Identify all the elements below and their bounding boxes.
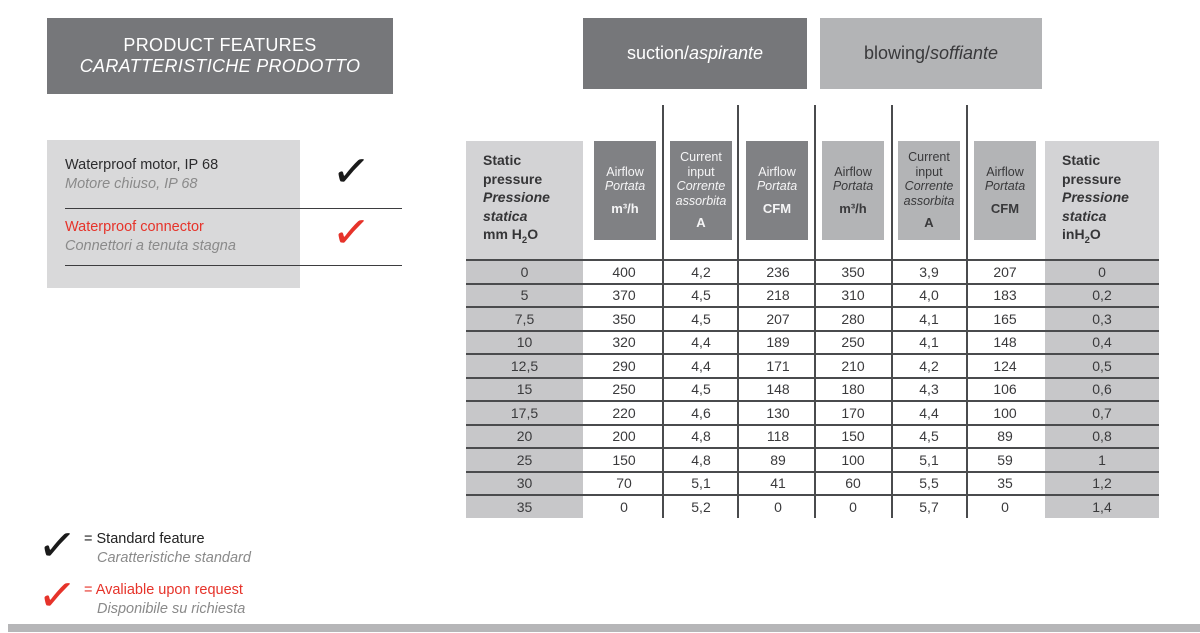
- unit-cfm: CFM: [762, 200, 792, 216]
- cell-static-pressure-in: 1: [1045, 449, 1159, 471]
- cell-airflow-cfm-suction: 41: [770, 475, 786, 492]
- cell-airflow-m3h-blowing: 310: [841, 287, 865, 304]
- cell-current-a-suction: 4,4: [691, 334, 711, 351]
- cell-current-a-suction: 4,5: [691, 310, 711, 327]
- cell-current-a-blowing: 4,2: [919, 357, 939, 374]
- cell-airflow-m3h-suction: 70: [616, 475, 632, 492]
- static-label-4: statica: [1062, 207, 1107, 224]
- column-header-airflow-m3h-suction: [594, 141, 656, 240]
- legend-standard-check-icon: ✓: [35, 517, 80, 573]
- cell-airflow-m3h-suction: 220: [612, 404, 636, 421]
- cell-airflow-m3h-suction: 0: [620, 498, 628, 515]
- cell-current-a-suction: 4,8: [691, 428, 711, 445]
- cell-airflow-cfm-blowing: 0: [1001, 498, 1009, 515]
- cell-static-pressure-in: 1,2: [1045, 473, 1159, 495]
- table-row: [466, 283, 1159, 307]
- feature-divider: [65, 265, 402, 266]
- unit-sub: 2: [521, 234, 528, 246]
- portata-label: Portata: [604, 179, 646, 194]
- cell-static-pressure-mm: 12,5: [466, 355, 583, 377]
- cell-current-a-suction: 4,4: [691, 357, 711, 374]
- cell-airflow-m3h-blowing: 280: [841, 310, 865, 327]
- unit-post: O: [527, 226, 539, 242]
- suction-label-it: aspirante: [689, 43, 764, 63]
- corrente-assorbita-label: Corrente assorbita: [675, 179, 727, 208]
- cell-current-a-blowing: 4,4: [919, 404, 939, 421]
- group-header-blowing: [820, 18, 1042, 89]
- legend-request-check-icon: ✓: [35, 567, 80, 623]
- table-row: [466, 400, 1159, 424]
- table-row: [466, 447, 1159, 471]
- table-row: [466, 494, 1159, 518]
- cell-airflow-cfm-suction: 89: [770, 451, 786, 468]
- legend-request-label-it: Disponibile su richiesta: [97, 601, 246, 617]
- cell-airflow-m3h-blowing: 210: [841, 357, 865, 374]
- unit-sub: 2: [1084, 234, 1090, 246]
- suction-label-en: suction: [626, 43, 684, 63]
- airflow-label: Airflow: [834, 164, 872, 179]
- feature-item-2-label-en: Waterproof connector: [65, 219, 204, 235]
- airflow-label: Airflow: [986, 164, 1024, 179]
- cell-static-pressure-mm: 10: [466, 332, 583, 354]
- cell-airflow-m3h-suction: 400: [612, 263, 636, 280]
- group-header-suction: [583, 18, 807, 89]
- cell-airflow-cfm-blowing: 207: [993, 263, 1017, 280]
- static-label-3: Pressione: [483, 189, 550, 205]
- corrente-assorbita-label: Corrente assorbita: [903, 179, 955, 208]
- cell-airflow-m3h-suction: 320: [612, 334, 636, 351]
- cell-static-pressure-in: 0,8: [1045, 426, 1159, 448]
- legend-standard-label-en: = Standard feature: [84, 531, 205, 547]
- feature-item-1-label-en: Waterproof motor, IP 68: [65, 157, 219, 173]
- cell-static-pressure-in: 0,5: [1045, 355, 1159, 377]
- column-header-static-pressure-in: [1045, 141, 1159, 259]
- table-row: [466, 353, 1159, 377]
- cell-current-a-blowing: 4,1: [919, 310, 939, 327]
- cell-airflow-cfm-blowing: 183: [993, 287, 1017, 304]
- table-row: [466, 259, 1159, 283]
- cell-current-a-suction: 4,6: [691, 404, 711, 421]
- portata-label: Portata: [756, 179, 798, 194]
- cell-current-a-blowing: 4,0: [919, 287, 939, 304]
- cell-static-pressure-mm: 17,5: [466, 402, 583, 424]
- cell-airflow-cfm-suction: 0: [774, 498, 782, 515]
- cell-airflow-m3h-blowing: 0: [849, 498, 857, 515]
- column-header-static-pressure-mm: [466, 141, 583, 259]
- cell-static-pressure-in: 0,2: [1045, 285, 1159, 307]
- cell-static-pressure-in: 0,7: [1045, 402, 1159, 424]
- static-label-2: pressure: [1062, 170, 1122, 187]
- cell-airflow-cfm-suction: 236: [766, 263, 790, 280]
- unit-pre: inH: [1062, 226, 1085, 242]
- blowing-label-en: blowing: [863, 43, 925, 63]
- table-row: [466, 471, 1159, 495]
- cell-current-a-suction: 4,5: [691, 287, 711, 304]
- cell-airflow-cfm-suction: 218: [766, 287, 790, 304]
- cell-static-pressure-in: 0,4: [1045, 332, 1159, 354]
- legend-request-label-en: = Avaliable upon request: [84, 582, 243, 598]
- request-check-icon: ✓: [329, 204, 374, 260]
- cell-current-a-suction: 4,2: [691, 263, 711, 280]
- unit-post: O: [1089, 226, 1101, 242]
- cell-airflow-m3h-suction: 350: [612, 310, 636, 327]
- airflow-label: Airflow: [606, 164, 644, 179]
- cell-current-a-suction: 4,5: [691, 381, 711, 398]
- cell-airflow-m3h-blowing: 100: [841, 451, 865, 468]
- cell-airflow-cfm-blowing: 165: [993, 310, 1017, 327]
- cell-current-a-blowing: 3,9: [919, 263, 939, 280]
- product-features-title-en: PRODUCT FEATURES: [123, 35, 317, 55]
- cell-static-pressure-mm: 0: [466, 261, 583, 283]
- unit-m3h: m³/h: [611, 200, 639, 216]
- cell-static-pressure-mm: 30: [466, 473, 583, 495]
- cell-static-pressure-mm: 15: [466, 379, 583, 401]
- table-row: [466, 424, 1159, 448]
- legend-standard-label-it: Caratteristiche standard: [97, 550, 251, 566]
- cell-airflow-cfm-suction: 118: [766, 428, 790, 445]
- column-header-airflow-cfm-suction: [746, 141, 808, 240]
- static-label-1: Static: [483, 152, 522, 168]
- suction-separator: /: [683, 43, 689, 63]
- cell-current-a-blowing: 5,5: [919, 475, 939, 492]
- feature-item-1-label-it: Motore chiuso, IP 68: [65, 176, 198, 192]
- cell-airflow-m3h-suction: 200: [612, 428, 636, 445]
- table-row: [466, 330, 1159, 354]
- current-input-label: Current input: [680, 150, 722, 179]
- static-label-4: statica: [483, 207, 528, 224]
- cell-airflow-m3h-blowing: 60: [845, 475, 861, 492]
- table-rows: [466, 259, 1159, 518]
- cell-airflow-m3h-suction: 250: [612, 381, 636, 398]
- cell-current-a-blowing: 5,1: [919, 451, 939, 468]
- cell-static-pressure-mm: 20: [466, 426, 583, 448]
- cell-static-pressure-mm: 5: [466, 285, 583, 307]
- cell-current-a-suction: 5,1: [691, 475, 711, 492]
- unit-cfm: CFM: [990, 200, 1020, 216]
- cell-current-a-suction: 5,2: [691, 498, 711, 515]
- cell-airflow-cfm-blowing: 106: [993, 381, 1017, 398]
- cell-airflow-cfm-suction: 207: [766, 310, 790, 327]
- product-features-header: [47, 18, 393, 94]
- column-header-airflow-cfm-blowing: [974, 141, 1036, 240]
- cell-airflow-m3h-blowing: 350: [841, 263, 865, 280]
- cell-airflow-m3h-blowing: 180: [841, 381, 865, 398]
- cell-current-a-blowing: 4,5: [919, 428, 939, 445]
- static-unit-mmh2o: [483, 225, 583, 250]
- cell-static-pressure-in: 1,4: [1045, 496, 1159, 518]
- cell-airflow-cfm-blowing: 59: [997, 451, 1013, 468]
- blowing-separator: /: [924, 43, 930, 63]
- portata-label: Portata: [832, 179, 874, 194]
- unit-a: A: [696, 215, 706, 231]
- cell-airflow-cfm-blowing: 35: [997, 475, 1013, 492]
- cell-current-a-blowing: 4,1: [919, 334, 939, 351]
- cell-airflow-m3h-suction: 370: [612, 287, 636, 304]
- table-row: [466, 306, 1159, 330]
- static-label-1: Static: [1062, 152, 1101, 168]
- cell-static-pressure-mm: 7,5: [466, 308, 583, 330]
- table-row: [466, 377, 1159, 401]
- column-header-airflow-m3h-blowing: [822, 141, 884, 240]
- column-header-current-input-blowing: [898, 141, 960, 240]
- cell-airflow-cfm-suction: 189: [766, 334, 790, 351]
- cell-static-pressure-in: 0: [1045, 261, 1159, 283]
- feature-item-2-label-it: Connettori a tenuta stagna: [65, 238, 236, 254]
- static-unit-inh2o: [1062, 225, 1159, 250]
- static-label-2: pressure: [483, 170, 543, 187]
- cell-static-pressure-mm: 25: [466, 449, 583, 471]
- unit-a: A: [924, 215, 934, 231]
- cell-airflow-m3h-blowing: 250: [841, 334, 865, 351]
- unit-m3h: m³/h: [839, 200, 867, 216]
- footer-bar: [8, 624, 1200, 632]
- cell-static-pressure-mm: 35: [466, 496, 583, 518]
- cell-airflow-cfm-blowing: 148: [993, 334, 1017, 351]
- cell-airflow-m3h-suction: 290: [612, 357, 636, 374]
- cell-static-pressure-in: 0,6: [1045, 379, 1159, 401]
- cell-current-a-blowing: 4,3: [919, 381, 939, 398]
- cell-airflow-cfm-suction: 130: [766, 404, 790, 421]
- unit-pre: mm H: [483, 226, 522, 242]
- cell-airflow-m3h-blowing: 170: [841, 404, 865, 421]
- cell-airflow-cfm-blowing: 124: [993, 357, 1017, 374]
- cell-airflow-cfm-suction: 148: [766, 381, 790, 398]
- cell-airflow-m3h-suction: 150: [612, 451, 636, 468]
- portata-label: Portata: [984, 179, 1026, 194]
- standard-check-icon: ✓: [329, 143, 374, 199]
- current-input-label: Current input: [908, 150, 950, 179]
- airflow-label: Airflow: [758, 164, 796, 179]
- cell-static-pressure-in: 0,3: [1045, 308, 1159, 330]
- cell-airflow-cfm-blowing: 89: [997, 428, 1013, 445]
- product-features-title-it: CARATTERISTICHE PRODOTTO: [79, 56, 361, 76]
- cell-airflow-m3h-blowing: 150: [841, 428, 865, 445]
- column-header-current-input-suction: [670, 141, 732, 240]
- cell-airflow-cfm-blowing: 100: [993, 404, 1017, 421]
- cell-current-a-suction: 4,8: [691, 451, 711, 468]
- cell-airflow-cfm-suction: 171: [766, 357, 790, 374]
- cell-current-a-blowing: 5,7: [919, 498, 939, 515]
- blowing-label-it: soffiante: [930, 43, 999, 63]
- static-label-3: Pressione: [1062, 189, 1129, 205]
